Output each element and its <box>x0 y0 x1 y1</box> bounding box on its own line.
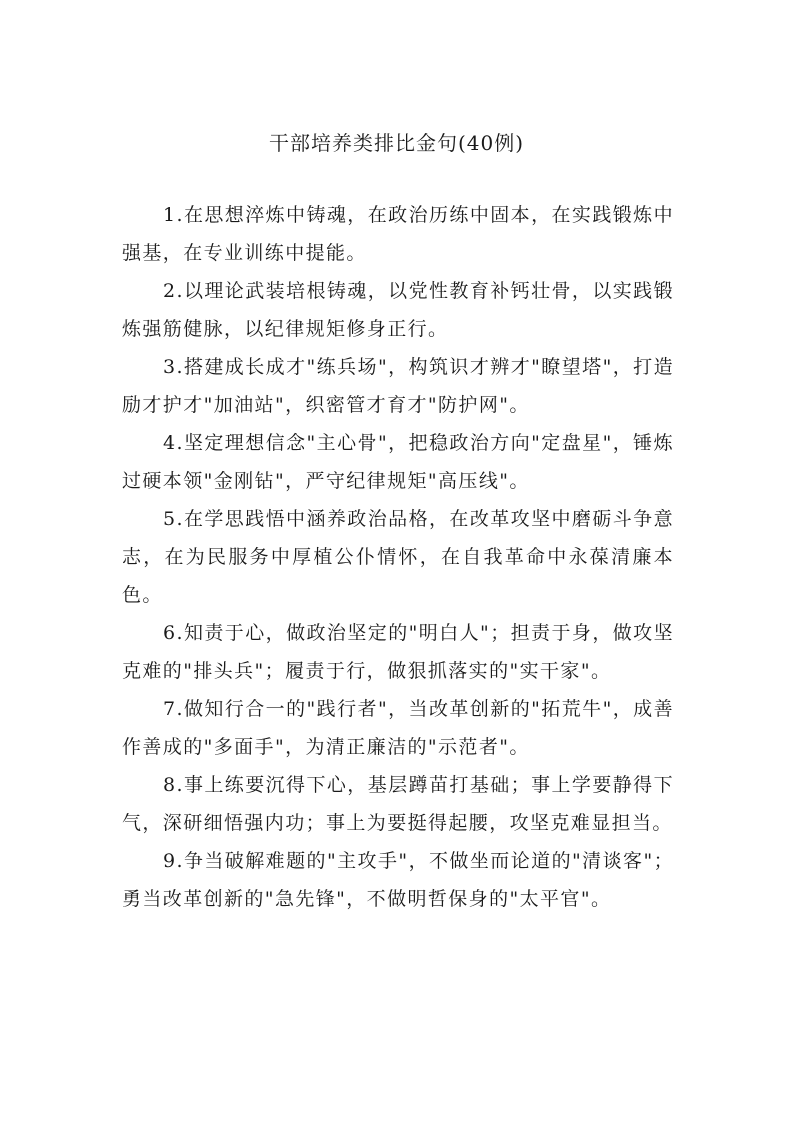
document-title: 干部培养类排比金句(40例) <box>268 131 525 155</box>
paragraph-4: 4.坚定理想信念"主心骨"，把稳政治方向"定盘星"，锤炼过硬本领"金刚钻"，严守纪律规矩"高压线"。 <box>122 432 674 492</box>
paragraph-9: 9.争当破解难题的"主攻手"，不做坐而论道的"清谈客"；勇当改革创新的"急先锋"，不做明哲保身的"太平官"。 <box>122 850 674 910</box>
paragraph-6: 6.知责于心，做政治坚定的"明白人"；担责于身，做攻坚克难的"排头兵"；履责于行，做狠抓落实的"实干家"。 <box>122 622 674 682</box>
paragraph-1: 1.在思想淬炼中铸魂，在政治历练中固本，在实践锻炼中强基，在专业训练中提能。 <box>122 204 674 264</box>
paragraph-2: 2.以理论武装培根铸魂，以党性教育补钙壮骨，以实践锻炼强筋健脉，以纪律规矩修身正行。 <box>122 280 674 340</box>
document-body <box>122 196 674 918</box>
paragraph-5: 5.在学思践悟中涵养政治品格，在改革攻坚中磨砺斗争意志，在为民服务中厚植公仆情怀，在自我革命中永葆清廉本色。 <box>122 508 674 606</box>
paragraph-7: 7.做知行合一的"践行者"，当改革创新的"拓荒牛"，成善作善成的"多面手"，为清正廉洁的"示范者"。 <box>122 698 674 758</box>
paragraph-8: 8.事上练要沉得下心，基层蹲苗打基础；事上学要静得下气，深研细悟强内功；事上为要挺得起腰，攻坚克难显担当。 <box>122 774 674 834</box>
paragraph-3: 3.搭建成长成才"练兵场"，构筑识才辨才"瞭望塔"，打造励才护才"加油站"，织密管才育才"防护网"。 <box>122 356 674 416</box>
